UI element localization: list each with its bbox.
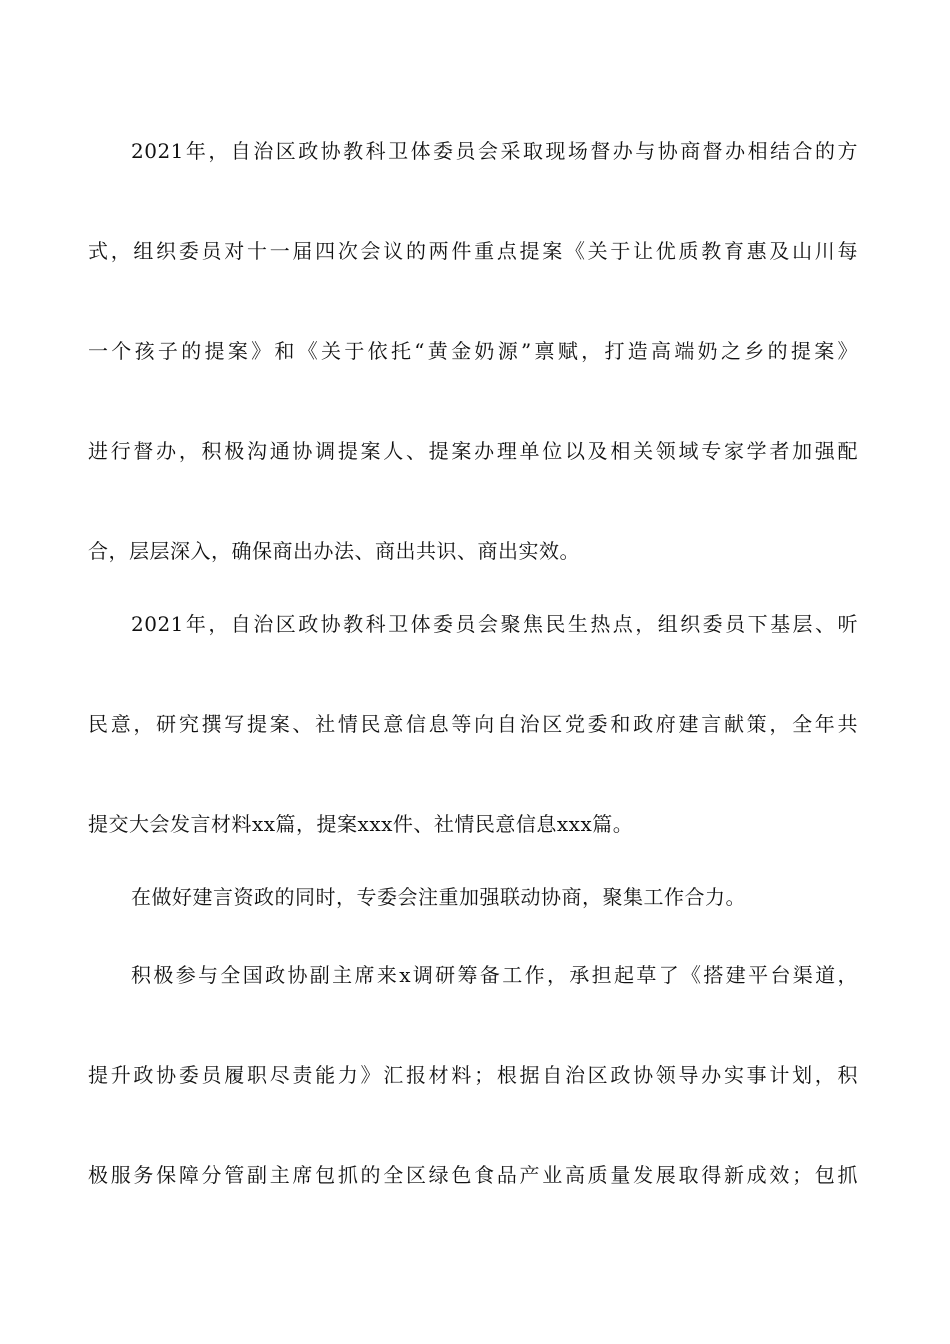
paragraph-4-line-1: 积极参与全国政协副主席来x调研筹备工作，承担起草了《搭建平台渠道， (131, 963, 858, 987)
paragraph-3-line-1: 在做好建言资政的同时，专委会注重加强联动协商，聚集工作合力。 (131, 885, 746, 909)
paragraph-2-line-1: 2021年，自治区政协教科卫体委员会聚焦民生热点，组织委员下基层、听 (131, 612, 858, 636)
paragraph-1-line-1: 2021年，自治区政协教科卫体委员会采取现场督办与协商督办相结合的方 (131, 139, 858, 163)
paragraph-2-line-2: 民意，研究撰写提案、社情民意信息等向自治区党委和政府建言献策，全年共 (88, 712, 858, 736)
paragraph-4-line-3: 极服务保障分管副主席包抓的全区绿色食品产业高质量发展取得新成效；包抓 (88, 1163, 858, 1187)
paragraph-1-line-5: 合，层层深入，确保商出办法、商出共识、商出实效。 (88, 539, 580, 563)
paragraph-2-line-3: 提交大会发言材料xx篇，提案xxx件、社情民意信息xxx篇。 (88, 812, 634, 836)
paragraph-1-line-3: 一个孩子的提案》和《关于依托“黄金奶源”禀赋，打造高端奶之乡的提案》 (88, 339, 858, 363)
paragraph-1-line-2: 式，组织委员对十一届四次会议的两件重点提案《关于让优质教育惠及山川每 (88, 239, 858, 263)
paragraph-4-line-2: 提升政协委员履职尽责能力》汇报材料；根据自治区政协领导办实事计划，积 (88, 1063, 858, 1087)
paragraph-1-line-4: 进行督办，积极沟通协调提案人、提案办理单位以及相关领域专家学者加强配 (88, 439, 858, 463)
